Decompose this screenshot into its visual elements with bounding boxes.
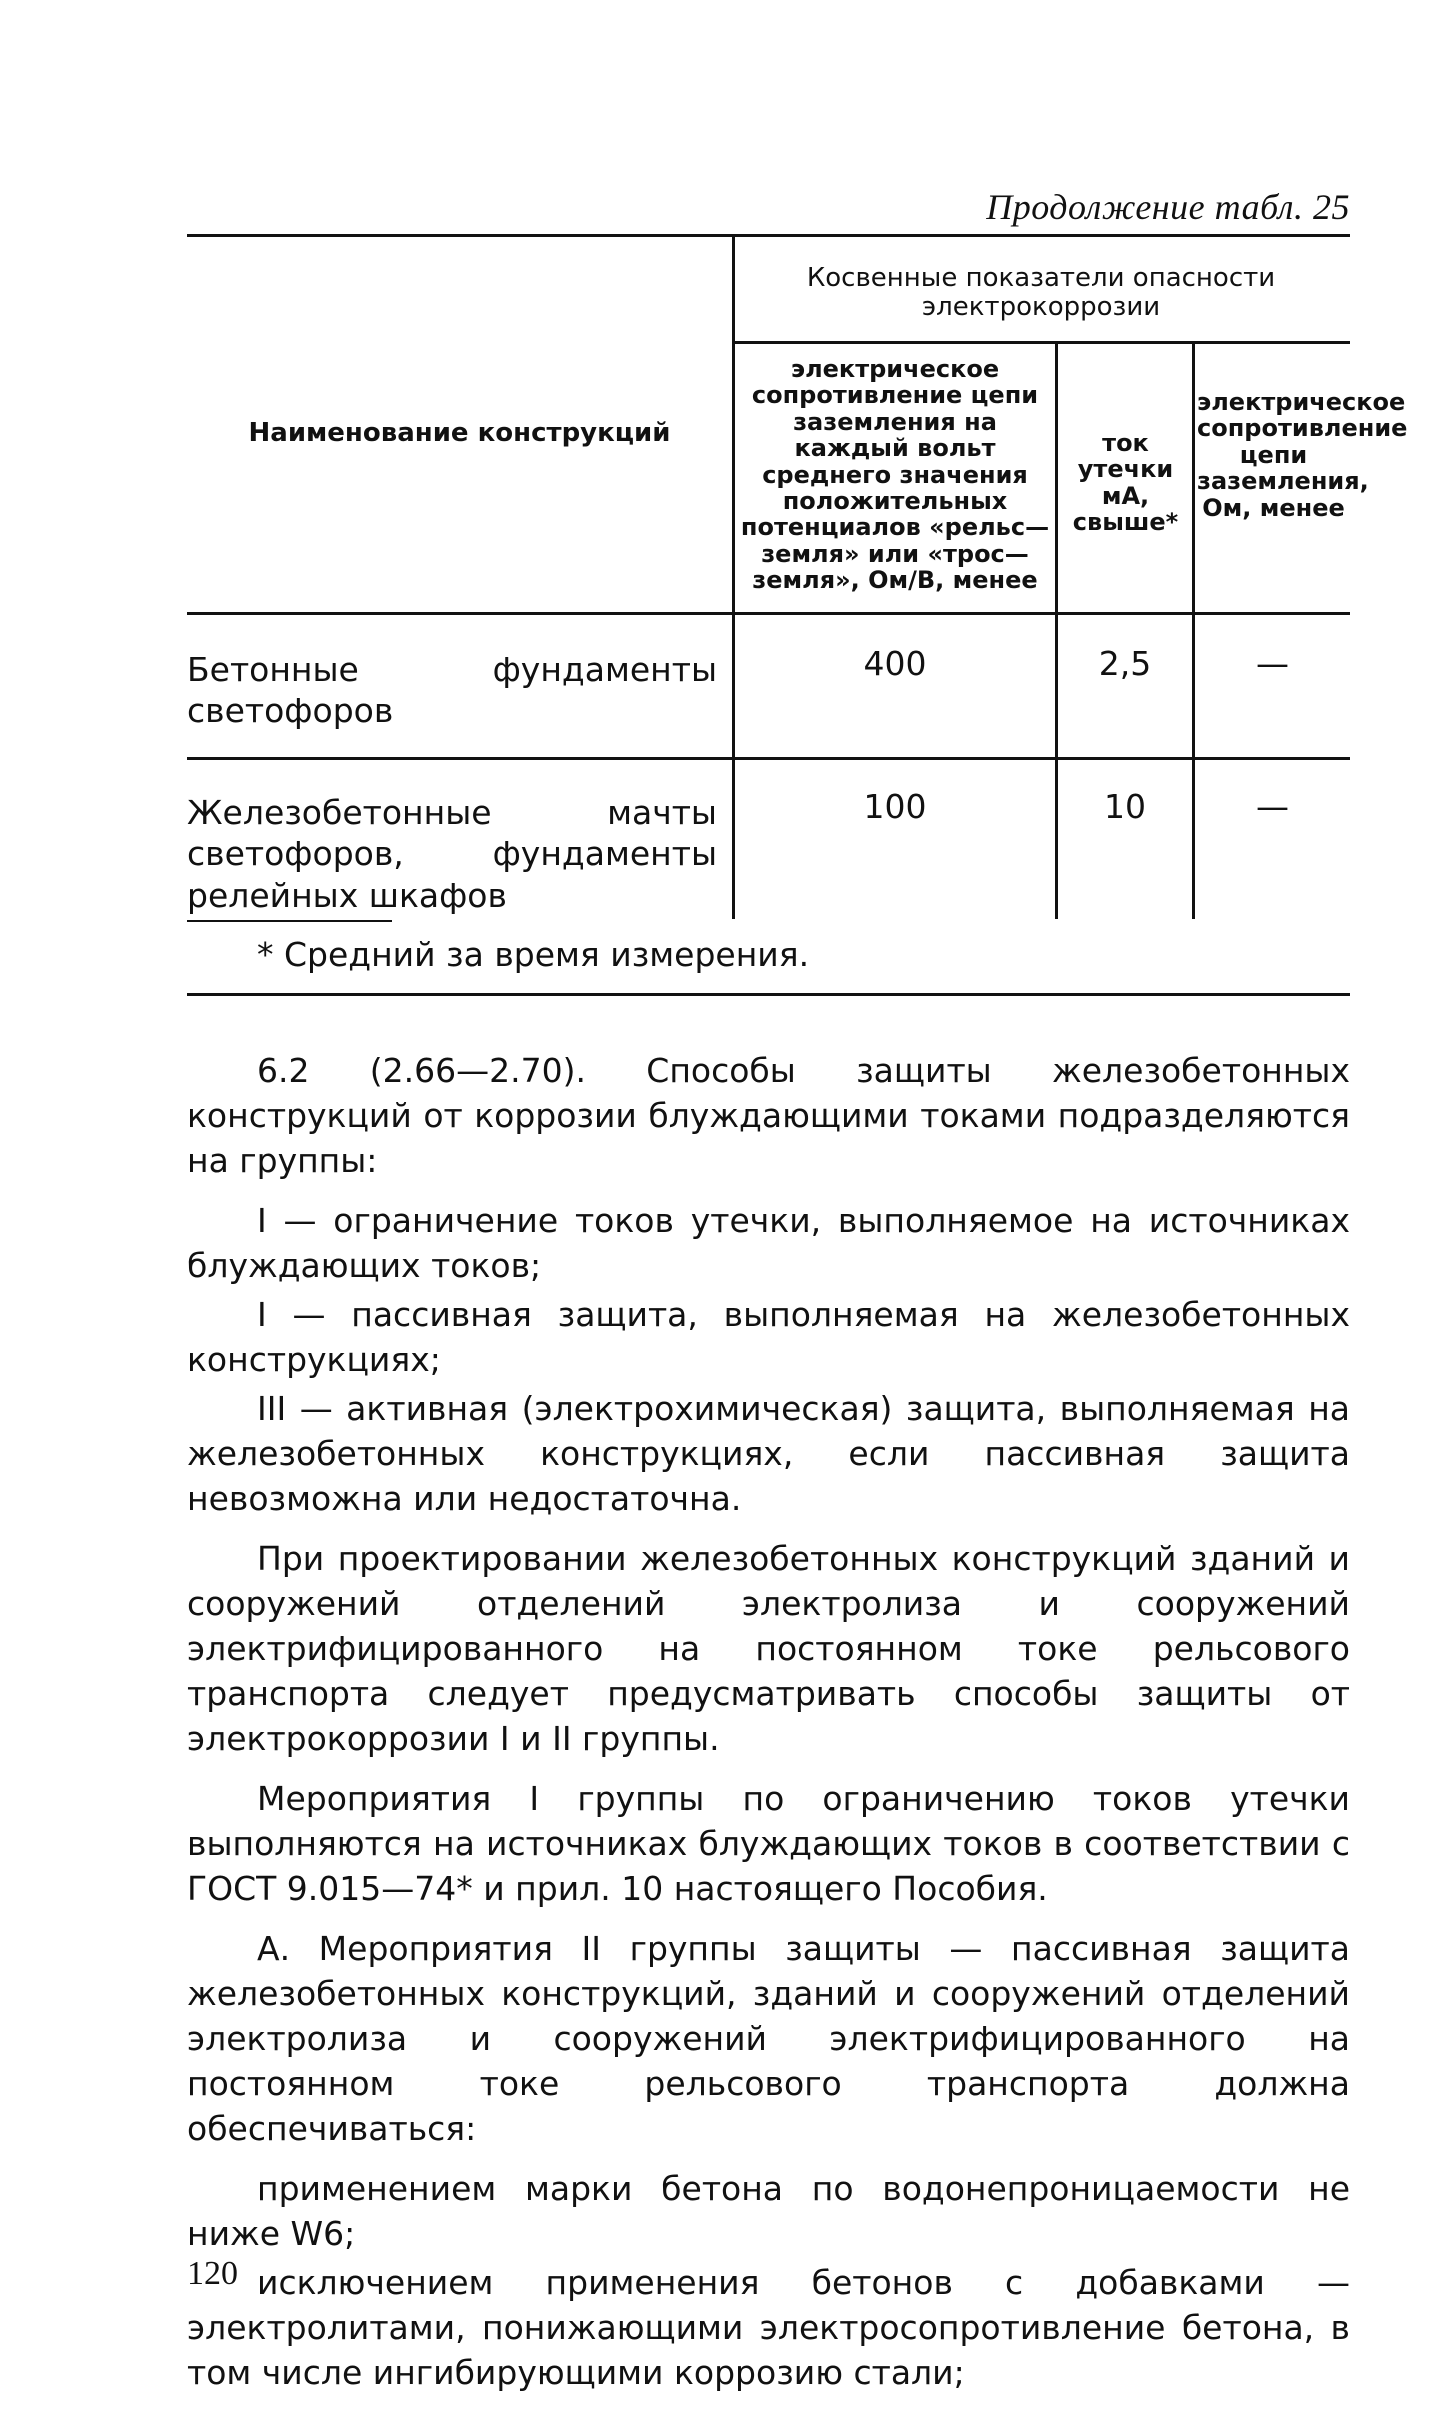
table-row-1-name: Бетонные фундаменты светофоров bbox=[187, 650, 717, 731]
group-header-rule bbox=[735, 341, 1350, 344]
table-bottom-rule bbox=[187, 993, 1350, 996]
paragraph-design-requirement: При проектировании железобетонных конструкций зданий и сооружений отделений электролиза и сооружений электрифицированного на постоянном токе рельсового транспорта следует предусматривать способы защиты от электрокоррозии I и II группы. bbox=[187, 1539, 1350, 1758]
paragraph-group-1: I — ограничение токов утечки, выполняемое на источниках блуждающих токов; bbox=[187, 1201, 1350, 1285]
table-continuation-caption: Продолжение табл. 25 bbox=[986, 187, 1350, 227]
table-footnote: * Средний за время измерения. bbox=[257, 935, 810, 974]
header-ground-resistance-per-volt: электрическое сопротивление цепи заземления на каждый вольт среднего значения положительных потенциалов «рельс—земля» или «трос—земля», Ом/В, менее bbox=[740, 355, 1050, 595]
header-ground-resistance: электрическое сопротивление цепи заземления, Ом, менее bbox=[1197, 388, 1408, 522]
table-top-rule bbox=[187, 234, 1350, 237]
document-page bbox=[187, 0, 1408, 2392]
page-number: 120 bbox=[187, 2255, 238, 2292]
table-row-2-value-2: 10 bbox=[1104, 787, 1146, 826]
paragraph-group-1-measures: Мероприятия I группы по ограничению токов утечки выполняются на источниках блуждающих токов в соответствии с ГОСТ 9.015—74* и прил. 10 настоящего Пособия. bbox=[187, 1779, 1350, 1908]
header-construction-name: Наименование конструкций bbox=[248, 418, 671, 448]
table-row-2-value-1: 100 bbox=[863, 787, 927, 826]
header-leakage-current: ток утечки мА, свыше* bbox=[1072, 429, 1179, 537]
paragraph-electrolyte-additives: исключением применения бетонов с добавками — электролитами, понижающими электросопротивление бетона, в том числе ингибирующими коррозию стали; bbox=[187, 2263, 1350, 2392]
paragraph-group-2-measures: А. Мероприятия II группы защиты — пассивная защита железобетонных конструкций, зданий и сооружений отделений электролиза и сооружений электрифицированного на постоянном токе рельсового транспорта должна обеспечиваться: bbox=[187, 1929, 1350, 2148]
table-row-1-value-1: 400 bbox=[863, 644, 927, 683]
paragraph-section-6-2: 6.2 (2.66—2.70). Способы защиты железобетонных конструкций от коррозии блуждающими токами подразделяются на группы: bbox=[187, 1051, 1350, 1180]
paragraph-concrete-grade: применением марки бетона по водонепроницаемости не ниже W6; bbox=[187, 2169, 1350, 2253]
table-row-2-value-3: — bbox=[1256, 787, 1289, 826]
table-row-1-value-3: — bbox=[1256, 644, 1289, 683]
table-row-1-value-2: 2,5 bbox=[1098, 644, 1152, 683]
data-table bbox=[187, 234, 1408, 919]
header-indicators-group: Косвенные показатели опасности электрокоррозии bbox=[806, 263, 1276, 323]
paragraph-group-2: I — пассивная защита, выполняемая на железобетонных конструкциях; bbox=[187, 1295, 1350, 1379]
header-bottom-rule bbox=[187, 612, 1350, 615]
body-text bbox=[187, 1048, 1350, 2410]
table-row-2-name: Железобетонные мачты светофоров, фундаменты релейных шкафов bbox=[187, 793, 717, 915]
footnote-rule bbox=[187, 920, 392, 922]
paragraph-group-3: III — активная (электрохимическая) защита, выполняемая на железобетонных конструкциях, если пассивная защита невозможна или недостаточна. bbox=[187, 1389, 1350, 1518]
row-separator-rule bbox=[187, 757, 1350, 760]
